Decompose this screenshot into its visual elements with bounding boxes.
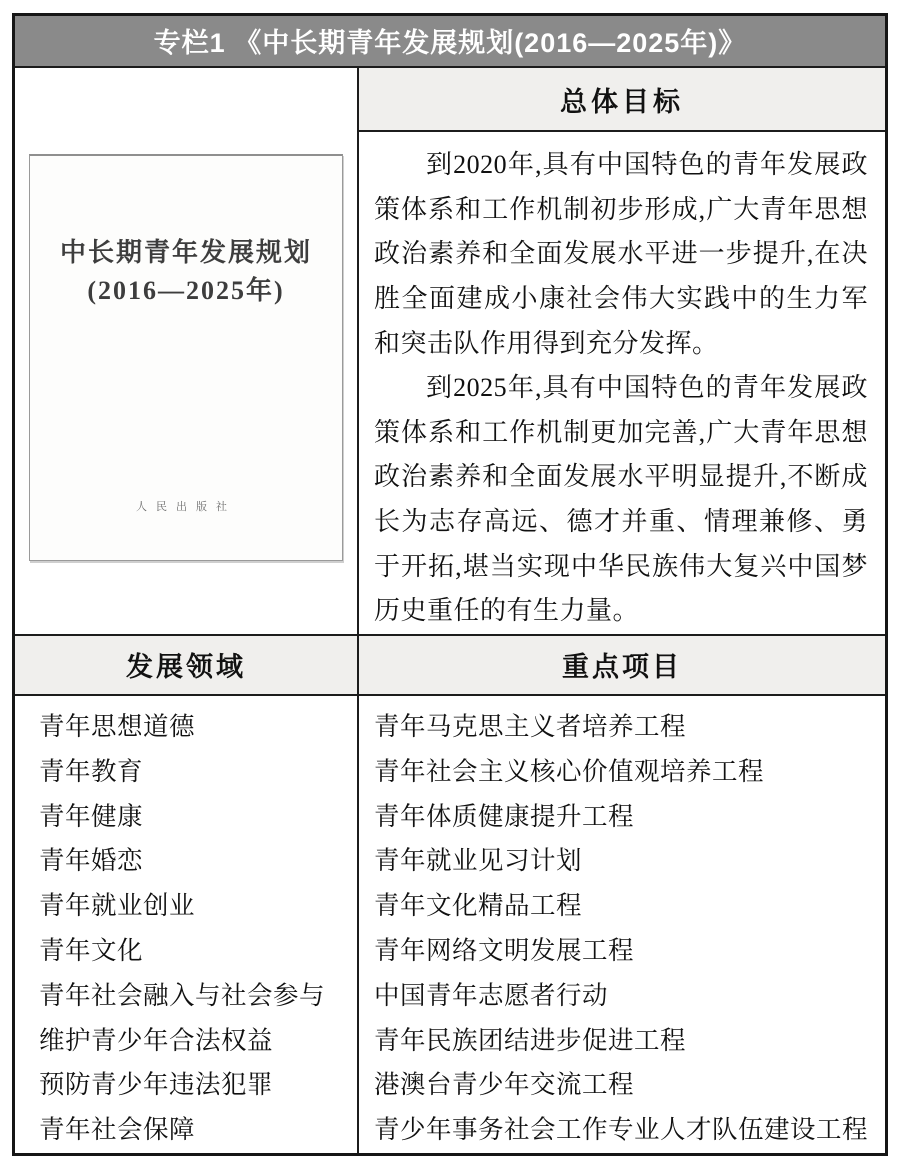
column-header-projects: 重点项目 [562,652,682,683]
column-panel [12,13,888,1156]
upper-section [15,66,885,634]
domain-item: 维护青少年合法权益 [39,1025,274,1055]
project-item: 青年社会主义核心价值观培养工程 [374,756,765,786]
book-publisher: 人民出版社 [136,500,236,513]
domain-item: 青年社会融入与社会参与 [39,980,326,1010]
book-title [30,234,342,310]
panel-title: 专栏1 《中长期青年发展规划(2016—2025年)》 [15,16,885,66]
project-item: 青年体质健康提升工程 [374,801,635,831]
book-cover-cell [15,68,359,634]
book-title-line2: (2016—2025年) [87,275,285,305]
column-header-domains: 发展领域 [15,636,359,694]
domain-item: 青年教育 [39,756,144,786]
domain-item: 青年文化 [39,936,144,966]
overall-goal-heading: 总体目标 [359,68,885,132]
column-header-row [15,634,885,696]
project-item: 青年文化精品工程 [374,891,583,921]
domain-item: 青年就业创业 [39,891,196,921]
project-item: 青少年事务社会工作专业人才队伍建设工程 [374,1115,869,1145]
book-title-line1: 中长期青年发展规划 [59,237,312,267]
domain-item: 预防青少年违法犯罪 [39,1070,274,1100]
domain-item: 青年社会保障 [39,1115,196,1145]
domain-item: 青年婚恋 [39,846,144,876]
book-cover-image [29,154,343,561]
overall-goal-text [359,132,885,634]
project-item: 青年就业见习计划 [374,846,583,876]
goal-paragraph-2020: 到2020年,具有中国特色的青年发展政策体系和工作机制初步形成,广大青年思想政治素养和全面发展水平进一步提升,在决胜全面建成小康社会伟大实践中的生力军和突击队作用得到充分发挥。 [374,150,868,358]
project-item: 青年网络文明发展工程 [374,936,635,966]
projects-list [359,696,885,1153]
lists-section [15,696,885,1153]
domains-list [15,696,359,1153]
domain-item: 青年健康 [39,801,144,831]
project-item: 青年马克思主义者培养工程 [374,712,687,742]
domain-item: 青年思想道德 [39,712,196,742]
overall-goal-cell [359,68,885,634]
project-item: 港澳台青少年交流工程 [374,1070,635,1100]
goal-paragraph-2025: 到2025年,具有中国特色的青年发展政策体系和工作机制更加完善,广大青年思想政治素养和全面发展水平明显提升,不断成长为志存高远、德才并重、情理兼修、勇于开拓,堪当实现中华民族伟大复兴中国梦历史重任的有生力量。 [374,373,868,626]
project-item: 青年民族团结进步促进工程 [374,1025,687,1055]
project-item: 中国青年志愿者行动 [374,980,609,1010]
